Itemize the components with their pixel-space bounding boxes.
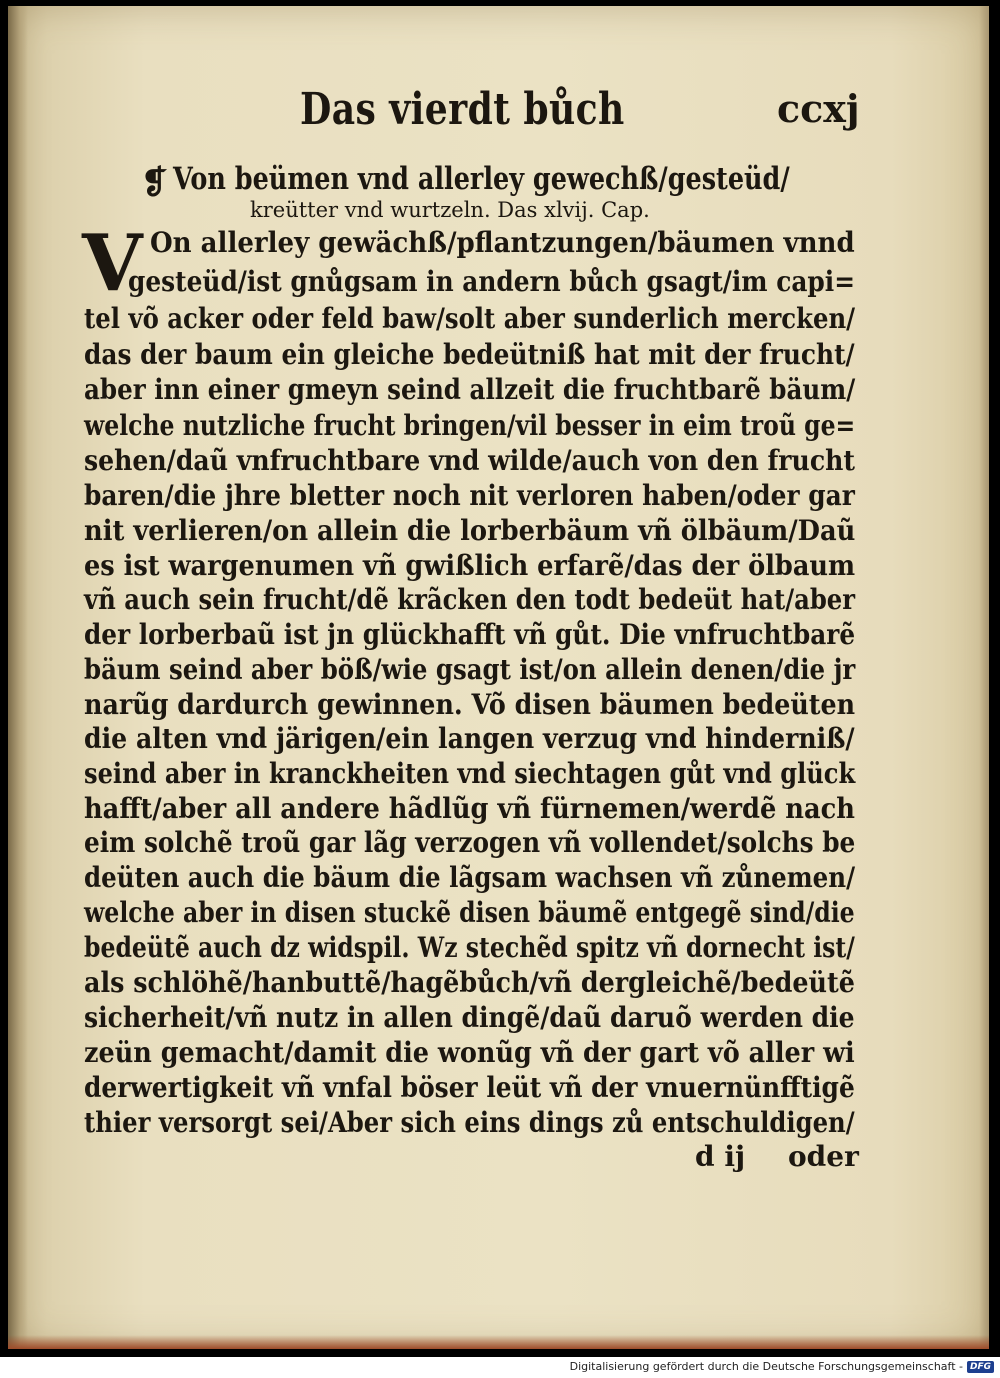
chapter-title-line: kreütter vnd wurtzeln. Das xlvij. Cap. xyxy=(250,198,650,222)
text-line: welche nutzliche frucht bringen/vil besser in eim troũ ge= xyxy=(84,409,856,442)
folio-number: ccxj xyxy=(777,86,860,131)
text-line: aber inn einer gmeyn seind allzeit die fruchtbarẽ bäum/ xyxy=(84,373,856,406)
page-bottom-edge xyxy=(8,1335,989,1349)
page-edge-shadow xyxy=(979,6,989,1349)
text-line: hafft/aber all andere hãdlũg vñ fürnemen/werdẽ nach xyxy=(84,792,855,825)
text-line: eim solchẽ troũ gar lãg verzogen vñ vollendet/solchs be xyxy=(84,826,856,859)
text-line: nit verlieren/on allein die lorberbäum vñ ölbäum/Daũ xyxy=(84,514,856,547)
text-line: das der baum ein gleiche bedeütniß hat mit der frucht/ xyxy=(84,338,855,371)
text-line: die alten vnd järigen/ein langen verzug vnd hinderniß/ xyxy=(84,722,855,755)
text-line: sehen/daũ vnfruchtbare vnd wilde/auch von den frucht xyxy=(84,444,856,477)
running-head: Das vierdt bůch xyxy=(300,84,625,135)
text-line: deüten auch die bäum die lãgsam wachsen vñ zůnemen/ xyxy=(84,861,856,894)
text-line: narũg dardurch gewinnen. Võ disen bäumen bedeüten xyxy=(84,688,856,721)
signature-mark: d ij xyxy=(695,1140,746,1173)
text-line: thier versorgt sei/Aber sich eins dings zů entschuldigen/ xyxy=(84,1106,855,1139)
text-line: als schlöhẽ/hanbuttẽ/hagẽbůch/vñ dergleichẽ/bedeütẽ xyxy=(84,966,855,999)
text-line: vñ auch sein frucht/dẽ krãcken den todt bedeüt hat/aber xyxy=(84,583,856,616)
page-spine-shadow xyxy=(8,6,28,1349)
text-line: welche aber in disen stuckẽ disen bäumẽ entgegẽ sind/die xyxy=(84,896,855,929)
text-line: der lorberbaũ ist jn glückhafft vñ gůt. Die vnfruchtbarẽ xyxy=(84,618,856,651)
credit-text: Digitalisierung gefördert durch die Deutsche Forschungsgemeinschaft - xyxy=(569,1360,963,1373)
drop-initial: V xyxy=(82,218,143,309)
text-line: derwertigkeit vñ vnfal böser leüt vñ der vnuernünfftigẽ xyxy=(84,1071,855,1104)
text-line: On allerley gewächß/pflantzungen/bäumen vnnd xyxy=(150,226,855,259)
text-line: baren/die jhre bletter noch nit verloren haben/oder gar xyxy=(84,479,855,512)
text-line: bedeütẽ auch dz widspil. Wz stechẽd spitz vñ dornecht ist/ xyxy=(84,931,855,964)
catchword: oder xyxy=(788,1140,859,1173)
text-line: sicherheit/vñ nutz in allen dingẽ/daũ daruõ werden die xyxy=(84,1001,855,1034)
dfg-logo: DFG xyxy=(967,1361,994,1373)
pilcrow-mark: ❡ xyxy=(141,163,168,201)
chapter-title-line: Von beümen vnd allerley gewechß/gesteüd/ xyxy=(173,161,790,197)
text-line: es ist wargenumen vñ gwißlich erfarẽ/das der ölbaum xyxy=(84,549,856,582)
text-line: zeün gemacht/damit die wonũg vñ der gart võ aller wi xyxy=(84,1036,855,1069)
text-line: bäum seind aber böß/wie gsagt ist/on allein denen/die jr xyxy=(84,653,856,686)
text-line: tel võ acker oder feld baw/solt aber sunderlich mercken/ xyxy=(84,302,856,335)
digitization-credit xyxy=(570,1360,994,1373)
text-line: seind aber in kranckheiten vnd siechtagen gůt vnd glück xyxy=(84,757,856,790)
text-line: gesteüd/ist gnůgsam in andern bůch gsagt/im capi= xyxy=(128,265,855,298)
